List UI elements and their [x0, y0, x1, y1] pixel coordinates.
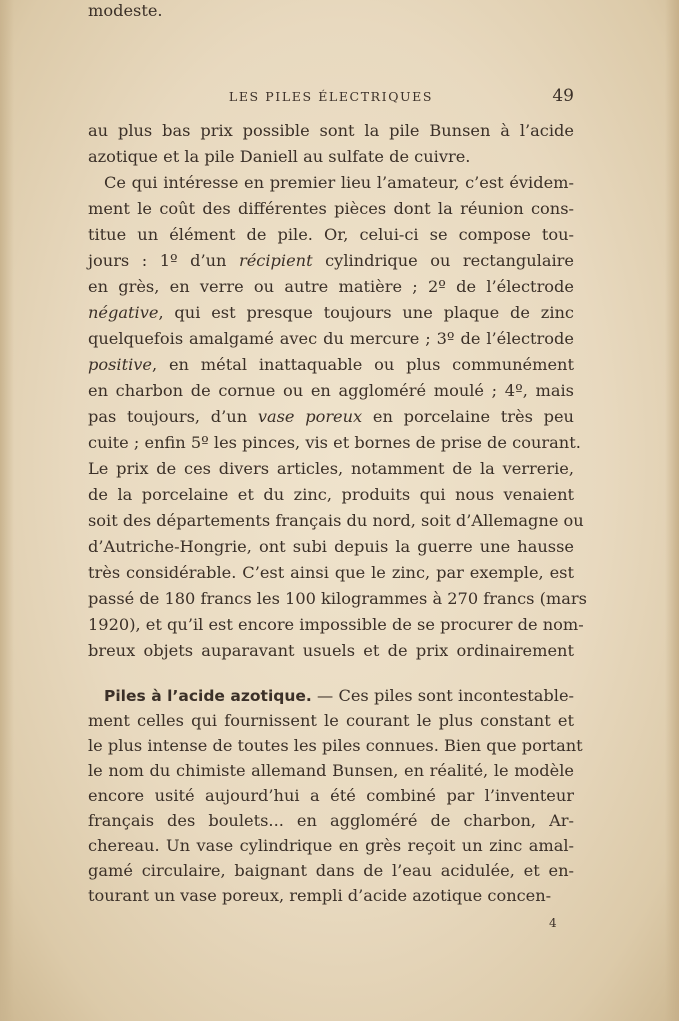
page-edge-shadow [665, 0, 679, 1021]
text-segment: en grès, en verre ou autre matière ; 2º de l’électrode [88, 277, 574, 296]
text-line [88, 484, 574, 506]
text-line [88, 302, 574, 324]
text-line [88, 562, 574, 584]
italic-term: négative [88, 303, 159, 322]
text-segment: en charbon de cornue ou en aggloméré moulé ; 4º, mais [88, 381, 574, 400]
text-line [88, 810, 574, 832]
text-line [88, 458, 574, 480]
text-line [88, 885, 574, 907]
text-line [88, 328, 574, 350]
text-line [88, 510, 584, 532]
text-segment: Ce qui intéresse en premier lieu l’amateur, c’est évidem- [104, 173, 574, 192]
text-line [88, 0, 574, 22]
italic-term: récipient [238, 251, 313, 270]
text-line [88, 250, 574, 272]
text-segment: breux objets auparavant usuels et de prix ordinairement [88, 641, 574, 660]
text-segment: le plus intense de toutes les piles connues. Bien que portant [88, 736, 583, 755]
text-segment: cuite ; enfin 5º les pinces, vis et bornes de prise de courant. [88, 433, 581, 452]
text-line [88, 640, 574, 662]
text-segment: au plus bas prix possible sont la pile Bunsen à l’acide [88, 121, 574, 140]
signature-mark: 4 [549, 916, 557, 930]
running-head-title: LES PILES ÉLECTRIQUES [228, 89, 434, 104]
text-line [88, 406, 574, 428]
text-segment: azotique et la pile Daniell au sulfate de cuivre. [88, 147, 471, 166]
text-segment: en porcelaine très peu [362, 407, 574, 426]
running-head [88, 86, 574, 108]
text-line [88, 710, 574, 732]
section-heading: Piles à l’acide azotique. [104, 687, 312, 705]
text-segment: soit des départements français du nord, soit d’Allemagne ou [88, 511, 584, 530]
text-segment: de la porcelaine et du zinc, produits qui nous venaient [88, 485, 574, 504]
text-segment: cylindrique ou rectangulaire [312, 251, 574, 270]
text-segment: très considérable. C’est ainsi que le zinc, par exemple, est [88, 563, 574, 582]
text-segment: quelquefois amalgamé avec du mercure ; 3º de l’électrode [88, 329, 574, 348]
text-line [88, 835, 574, 857]
text-segment: passé de 180 francs les 100 kilogrammes à 270 francs (mars [88, 589, 587, 608]
paragraph-first-line [88, 685, 574, 707]
text-line [88, 198, 574, 220]
page-edge-shadow [0, 0, 14, 1021]
text-segment: titue un élément de pile. Or, celui-ci se compose tou- [88, 225, 574, 244]
italic-term: vase poreux [257, 407, 363, 426]
text-line [88, 276, 574, 298]
text-line [88, 760, 574, 782]
text-segment: 1920), et qu’il est encore impossible de se procurer de nom- [88, 615, 584, 634]
text-segment: chereau. Un vase cylindrique en grès reçoit un zinc amal- [88, 836, 574, 855]
text-segment: , qui est presque toujours une plaque de zinc [158, 303, 574, 322]
text-line [88, 354, 574, 376]
text-segment: le nom du chimiste allemand Bunsen, en réalité, le modèle [88, 761, 574, 780]
text-line [88, 588, 587, 610]
text-line [88, 536, 574, 558]
text-segment: encore usité aujourd’hui a été combiné par l’inventeur [88, 786, 574, 805]
paragraph-first-line [88, 172, 574, 194]
text-segment: modeste. [88, 1, 163, 20]
text-segment: d’Autriche-Hongrie, ont subi depuis la guerre une hausse [88, 537, 574, 556]
text-segment: ment le coût des différentes pièces dont la réunion cons- [88, 199, 574, 218]
text-segment: pas toujours, d’un [88, 407, 258, 426]
text-line [88, 120, 574, 142]
italic-term: positive [88, 355, 152, 374]
text-line [88, 432, 581, 454]
text-segment: français des boulets... en aggloméré de charbon, Ar- [88, 811, 574, 830]
text-line [88, 224, 574, 246]
text-line [88, 380, 574, 402]
text-line [88, 735, 583, 757]
text-segment: Le prix de ces divers articles, notamment de la verrerie, [88, 459, 574, 478]
text-line [88, 146, 574, 168]
text-line [88, 785, 574, 807]
text-line [88, 614, 584, 636]
text-line [88, 860, 574, 882]
text-segment: jours : 1º d’un [88, 251, 239, 270]
page-number: 49 [552, 86, 574, 106]
text-segment: gamé circulaire, baignant dans de l’eau acidulée, et en- [88, 861, 574, 880]
text-segment: — Ces piles sont incontestable- [311, 686, 574, 705]
text-segment: tourant un vase poreux, rempli d’acide azotique concen- [88, 886, 552, 905]
text-segment: , en métal inattaquable ou plus communément [152, 355, 574, 374]
text-segment: ment celles qui fournissent le courant le plus constant et [88, 711, 574, 730]
